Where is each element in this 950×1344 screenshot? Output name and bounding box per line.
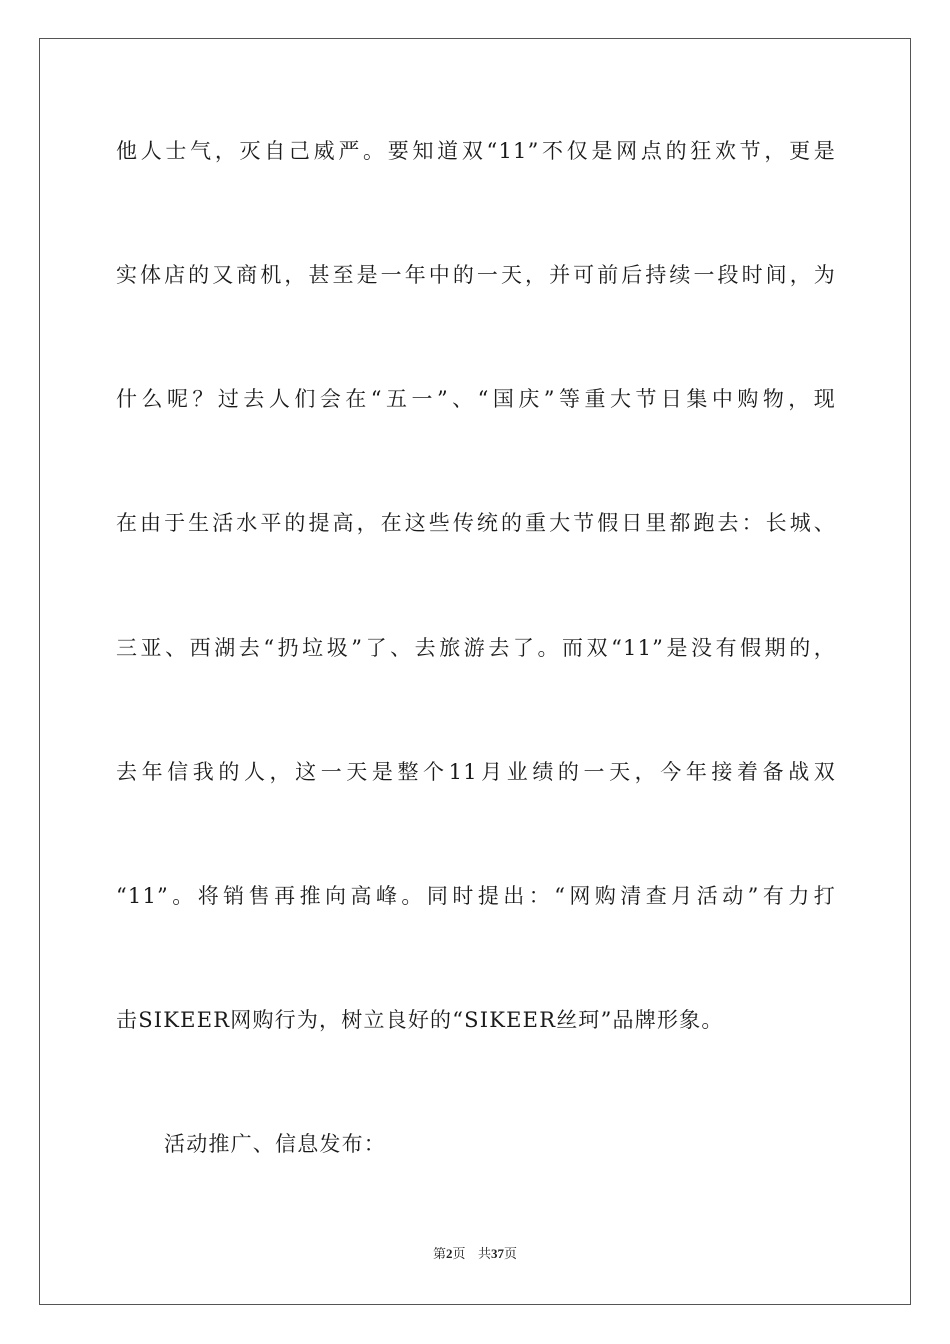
paragraph-line-2: 实体店的又商机，甚至是一年中的一天，并可前后持续一段时间，为 (116, 263, 836, 287)
paragraph-line-3: 什么呢？过去人们会在“五一”、“国庆”等重大节日集中购物，现 (116, 387, 836, 411)
paragraph-line-5: 三亚、西湖去“扔垃圾”了、去旅游去了。而双“11”是没有假期的， (116, 636, 836, 660)
paragraph-line-4: 在由于生活水平的提高，在这些传统的重大节假日里都跑去：长城、 (116, 511, 836, 535)
total-suffix: 页 (503, 1247, 517, 1262)
total-prefix: 共 (477, 1247, 491, 1262)
paragraph-line-7: “11”。将销售再推向高峰。同时提出：“网购清查月活动”有力打 (116, 884, 836, 908)
page-border (39, 38, 911, 1305)
page-suffix: 页 (452, 1247, 466, 1262)
page-number: 2 (446, 1246, 453, 1261)
page-prefix: 第 (433, 1247, 447, 1262)
paragraph-line-1: 他人士气，灭自己威严。要知道双“11”不仅是网点的狂欢节，更是 (116, 139, 836, 163)
total-pages: 37 (490, 1246, 504, 1261)
section-heading-line: 活动推广、信息发布： (164, 1132, 386, 1156)
paragraph-line-6: 去年信我的人，这一天是整个11月业绩的一天，今年接着备战双 (116, 760, 836, 784)
paragraph-line-8: 击SIKEER网购行为，树立良好的“SIKEER丝珂”品牌形象。 (116, 1008, 724, 1032)
page-footer (0, 1245, 950, 1264)
